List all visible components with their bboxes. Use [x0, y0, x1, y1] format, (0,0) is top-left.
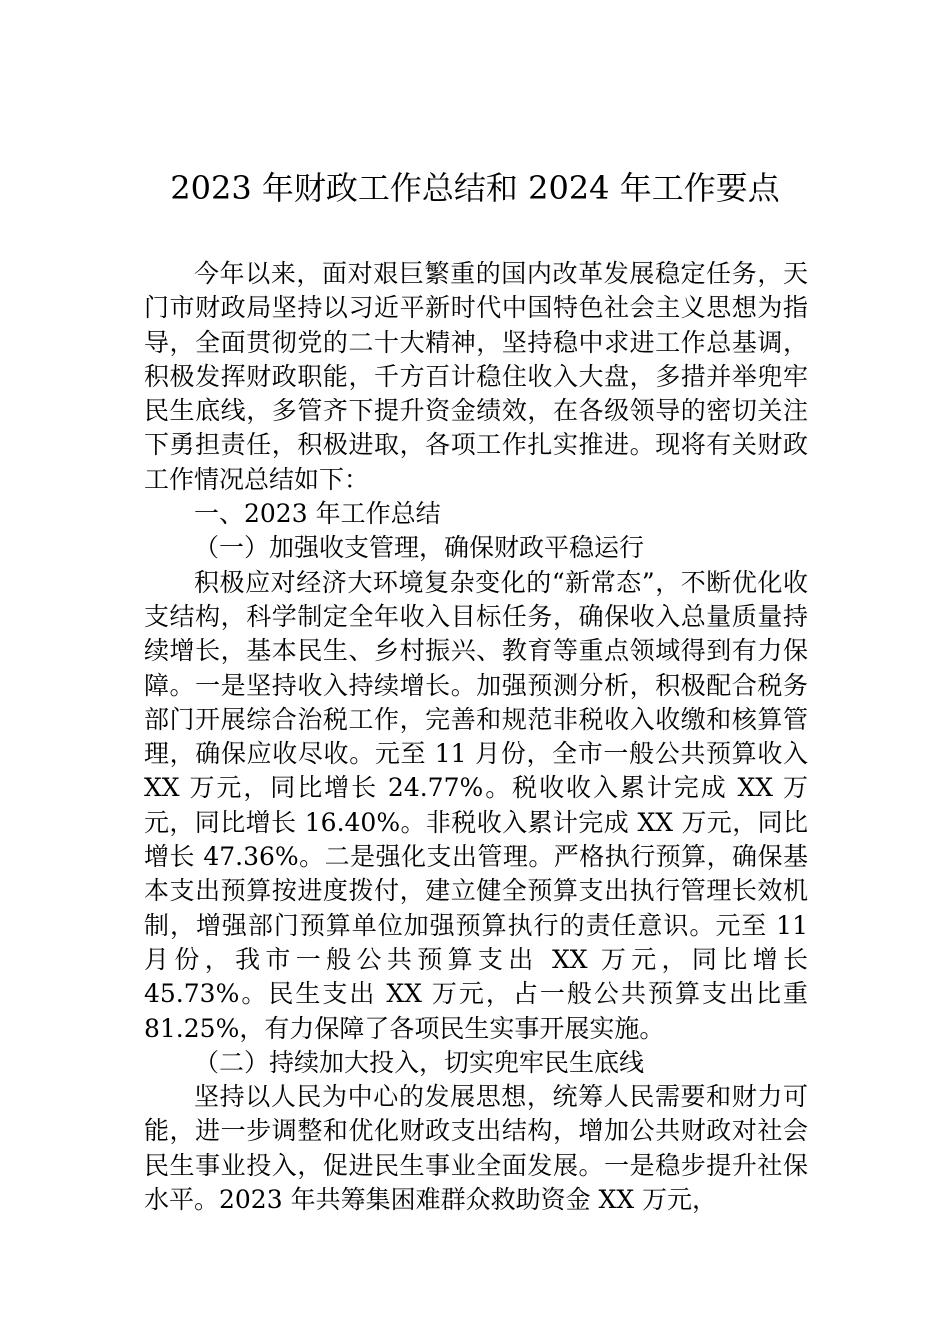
subsection-2-paragraph: 坚持以人民为中心的发展思想，统筹人民需要和财力可能，进一步调整和优化财政支出结构，增加公共财政对社会民生事业投入，促进民生事业全面发展。一是稳步提升社保水平。2023 年共筹集困难群众救助资金 XX 万元，: [144, 1082, 808, 1215]
subsection-heading-2: （二）持续加大投入，切实兜牢民生底线: [194, 1047, 645, 1077]
subsection-heading-1: （一）加强收支管理，确保财政平稳运行: [194, 533, 645, 563]
document-body: [144, 257, 808, 1217]
document-title: 2023 年财政工作总结和 2024 年工作要点: [170, 169, 780, 207]
intro-paragraph: 今年以来，面对艰巨繁重的国内改革发展稳定任务，天门市财政局坚持以习近平新时代中国特色社会主义思想为指导，全面贯彻党的二十大精神，坚持稳中求进工作总基调，积极发挥财政职能，千方百计稳住收入大盘，多措并举兜牢民生底线，多管齐下提升资金绩效，在各级领导的密切关注下勇担责任，积极进取，各项工作扎实推进。现将有关财政工作情况总结如下：: [144, 259, 808, 494]
section-heading-1: 一、2023 年工作总结: [194, 499, 441, 529]
subsection-1-paragraph: 积极应对经济大环境复杂变化的“新常态”，不断优化收支结构，科学制定全年收入目标任务，确保收入总量质量持续增长，基本民生、乡村振兴、教育等重点领域得到有力保障。一是坚持收入持续增长。加强预测分析，积极配合税务部门开展综合治税工作，完善和规范非税收入收缴和核算管理，确保应收尽收。元至 11 月份，全市一般公共预算收入 XX 万元，同比增长 24.77%。税收收入累计完成 XX 万元，同比增长 16.40%。非税收入累计完成 XX 万元，同比增长 47.36%。二是强化支出管理。严格执行预算，确保基本支出预算按进度拨付，建立健全预算支出执行管理长效机制，增强部门预算单位加强预算执行的责任意识。元至 11 月份，我市一般公共预算支出 XX 万元，同比增长 45.73%。民生支出 XX 万元，占一般公共预算支出比重 81.25%，有力保障了各项民生实事开展实施。: [144, 567, 808, 1043]
